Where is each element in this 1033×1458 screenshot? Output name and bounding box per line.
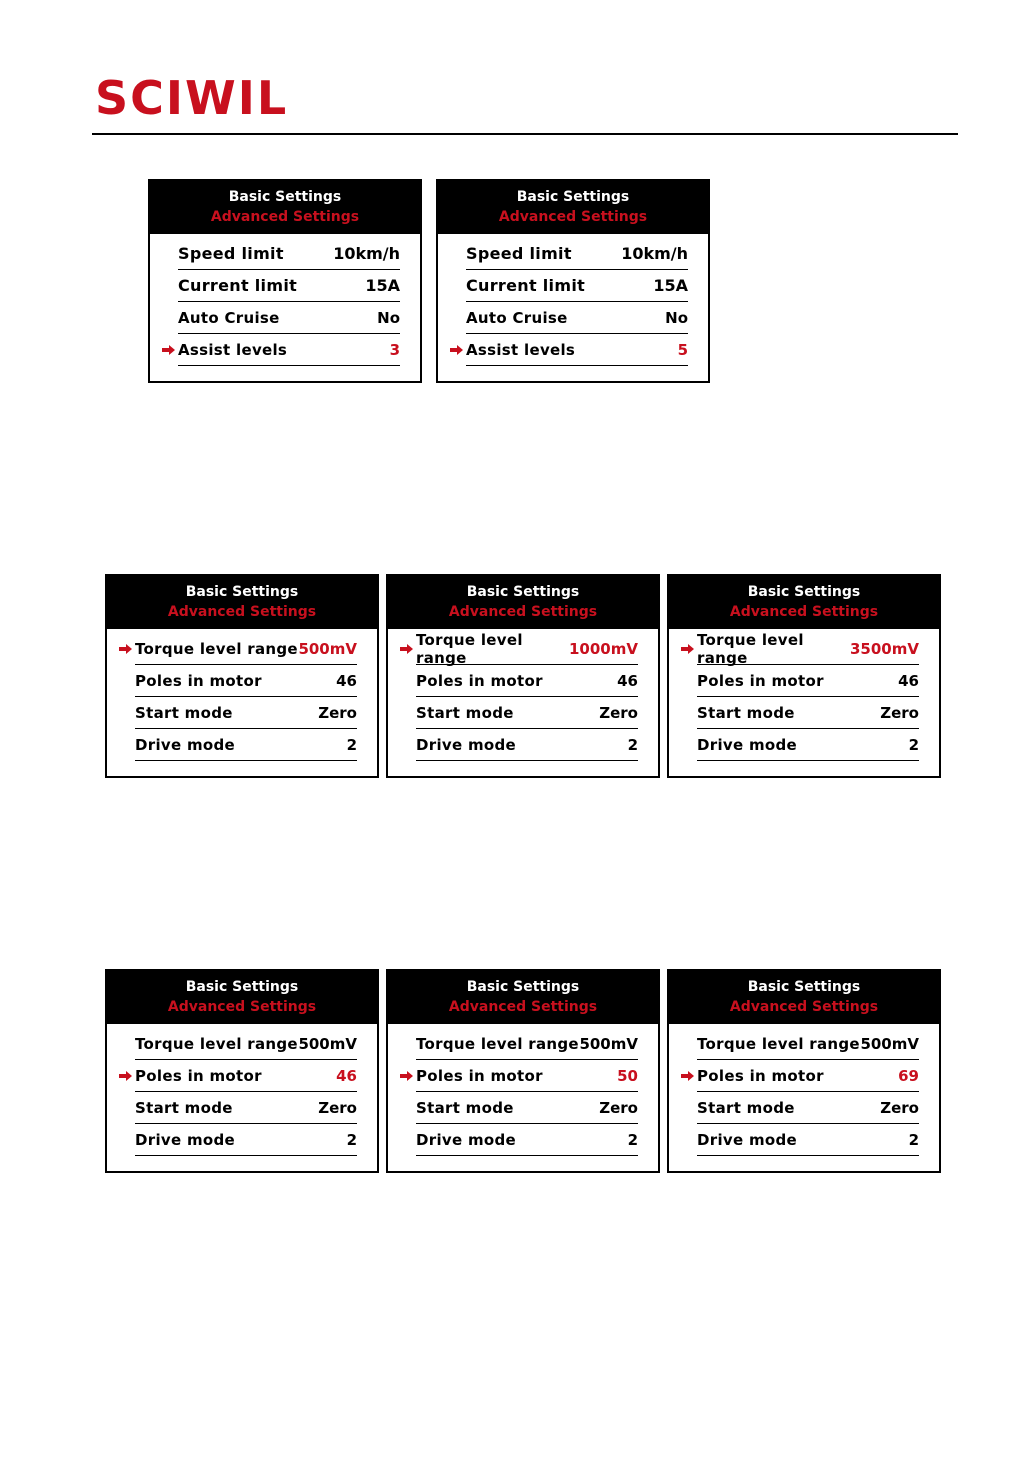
settings-row[interactable]	[135, 1124, 357, 1156]
selection-arrow-icon	[681, 644, 694, 654]
settings-panel	[386, 969, 660, 1173]
settings-list	[466, 238, 688, 366]
settings-row[interactable]	[697, 665, 919, 697]
tab-basic-settings[interactable]: Basic Settings	[185, 584, 299, 600]
row-label: Torque level range	[135, 1034, 298, 1053]
tab-advanced-settings[interactable]: Advanced Settings	[729, 604, 879, 620]
panel-header	[388, 971, 658, 1024]
selection-arrow-icon	[119, 644, 132, 654]
settings-row[interactable]	[466, 238, 688, 270]
selection-arrow-icon	[681, 1071, 694, 1081]
row-value: 3	[389, 340, 400, 359]
row-value: No	[665, 308, 688, 327]
settings-panel	[667, 969, 941, 1173]
row-value: 2	[908, 1130, 919, 1149]
sciwil-logo	[95, 72, 295, 120]
settings-list	[416, 1028, 638, 1156]
panel-header	[438, 181, 708, 234]
settings-row[interactable]	[416, 630, 638, 667]
row-value: 46	[617, 671, 638, 690]
row-label: Torque level range	[416, 630, 523, 667]
tab-advanced-settings[interactable]: Advanced Settings	[498, 209, 648, 225]
settings-row[interactable]	[135, 1060, 357, 1092]
panel-header	[107, 576, 377, 629]
row-value: 50	[617, 1066, 638, 1085]
settings-panel	[105, 574, 379, 778]
settings-row[interactable]	[178, 270, 400, 302]
settings-row[interactable]	[416, 1060, 638, 1092]
row-value: Zero	[599, 703, 638, 722]
row-value: 500mV	[298, 1034, 357, 1053]
tab-advanced-settings[interactable]: Advanced Settings	[729, 999, 879, 1015]
settings-row[interactable]	[135, 1028, 357, 1060]
tab-basic-settings[interactable]: Basic Settings	[516, 189, 630, 205]
settings-list	[135, 633, 357, 761]
selection-arrow-icon	[162, 345, 175, 355]
tab-basic-settings[interactable]: Basic Settings	[747, 584, 861, 600]
row-value: 46	[336, 671, 357, 690]
settings-row[interactable]	[135, 665, 357, 697]
row-label: Torque level range	[135, 639, 298, 658]
tab-basic-settings[interactable]: Basic Settings	[747, 979, 861, 995]
tab-basic-settings[interactable]: Basic Settings	[228, 189, 342, 205]
settings-panel	[386, 574, 660, 778]
row-label: Poles in motor	[135, 1066, 262, 1085]
row-value: 15A	[365, 276, 400, 295]
settings-list	[135, 1028, 357, 1156]
settings-list	[697, 1028, 919, 1156]
row-label: Assist levels	[466, 340, 576, 359]
settings-panel	[436, 179, 710, 383]
settings-row[interactable]	[135, 729, 357, 761]
settings-row[interactable]	[416, 1092, 638, 1124]
header-rule	[92, 133, 958, 135]
row-label: Auto Cruise	[178, 308, 280, 327]
settings-row[interactable]	[697, 697, 919, 729]
panel-header	[669, 576, 939, 629]
settings-row[interactable]	[466, 302, 688, 334]
row-label: Drive mode	[416, 735, 517, 754]
row-label: Start mode	[697, 1098, 795, 1117]
panel-header	[669, 971, 939, 1024]
row-value: Zero	[318, 1098, 357, 1117]
settings-panel	[105, 969, 379, 1173]
settings-list	[416, 630, 638, 761]
row-label: Drive mode	[697, 735, 798, 754]
settings-row[interactable]	[416, 665, 638, 697]
row-value: 2	[627, 735, 638, 754]
settings-row[interactable]	[416, 697, 638, 729]
row-label: Poles in motor	[697, 1066, 824, 1085]
tab-basic-settings[interactable]: Basic Settings	[185, 979, 299, 995]
settings-row[interactable]	[135, 633, 357, 665]
tab-basic-settings[interactable]: Basic Settings	[466, 979, 580, 995]
row-label: Poles in motor	[697, 671, 824, 690]
settings-row[interactable]	[416, 1028, 638, 1060]
row-value: Zero	[318, 703, 357, 722]
tab-advanced-settings[interactable]: Advanced Settings	[167, 999, 317, 1015]
row-label: Torque level range	[697, 1034, 860, 1053]
settings-panel	[667, 574, 941, 778]
settings-row[interactable]	[416, 1124, 638, 1156]
settings-row[interactable]	[135, 697, 357, 729]
panel-header	[107, 971, 377, 1024]
row-label: Torque level range	[416, 1034, 579, 1053]
settings-row[interactable]	[178, 334, 400, 366]
row-value: Zero	[880, 1098, 919, 1117]
row-label: Drive mode	[135, 1130, 236, 1149]
settings-row[interactable]	[697, 1124, 919, 1156]
row-value: 500mV	[579, 1034, 638, 1053]
row-value: 500mV	[860, 1034, 919, 1053]
row-label: Drive mode	[416, 1130, 517, 1149]
row-label: Speed limit	[466, 244, 572, 263]
row-value: Zero	[599, 1098, 638, 1117]
settings-row[interactable]	[178, 238, 400, 270]
row-label: Start mode	[135, 703, 233, 722]
logo-text: SCIWIL	[95, 72, 289, 120]
settings-row[interactable]	[416, 729, 638, 761]
row-value: 1000mV	[569, 639, 638, 658]
row-value: 3500mV	[850, 639, 919, 658]
row-label: Drive mode	[135, 735, 236, 754]
row-label: Start mode	[416, 703, 514, 722]
row-label: Auto Cruise	[466, 308, 568, 327]
row-value: 5	[677, 340, 688, 359]
selection-arrow-icon	[400, 644, 413, 654]
row-label: Assist levels	[178, 340, 288, 359]
settings-row[interactable]	[135, 1092, 357, 1124]
settings-row[interactable]	[178, 302, 400, 334]
tab-advanced-settings[interactable]: Advanced Settings	[167, 604, 317, 620]
row-label: Drive mode	[697, 1130, 798, 1149]
row-value: 15A	[653, 276, 688, 295]
row-label: Start mode	[416, 1098, 514, 1117]
selection-arrow-icon	[450, 345, 463, 355]
tab-basic-settings[interactable]: Basic Settings	[466, 584, 580, 600]
selection-arrow-icon	[119, 1071, 132, 1081]
settings-panel	[148, 179, 422, 383]
settings-row[interactable]	[697, 1060, 919, 1092]
row-label: Poles in motor	[135, 671, 262, 690]
row-value: 500mV	[298, 639, 357, 658]
row-label: Start mode	[135, 1098, 233, 1117]
row-value: 10km/h	[333, 244, 400, 263]
tab-advanced-settings[interactable]: Advanced Settings	[448, 999, 598, 1015]
row-value: 46	[336, 1066, 357, 1085]
settings-row[interactable]	[697, 1092, 919, 1124]
row-value: 2	[346, 1130, 357, 1149]
row-label: Torque level range	[697, 630, 804, 667]
row-label: Poles in motor	[416, 1066, 543, 1085]
settings-row[interactable]	[697, 729, 919, 761]
settings-row[interactable]	[466, 334, 688, 366]
row-label: Current limit	[466, 276, 586, 295]
settings-row[interactable]	[697, 630, 919, 667]
settings-list	[697, 630, 919, 761]
settings-row[interactable]	[466, 270, 688, 302]
row-label: Start mode	[697, 703, 795, 722]
selection-arrow-icon	[400, 1071, 413, 1081]
row-label: Speed limit	[178, 244, 284, 263]
panel-header	[388, 576, 658, 629]
row-value: 2	[908, 735, 919, 754]
settings-row[interactable]	[697, 1028, 919, 1060]
row-value: Zero	[880, 703, 919, 722]
tab-advanced-settings[interactable]: Advanced Settings	[210, 209, 360, 225]
row-value: 69	[898, 1066, 919, 1085]
tab-advanced-settings[interactable]: Advanced Settings	[448, 604, 598, 620]
row-value: No	[377, 308, 400, 327]
row-label: Poles in motor	[416, 671, 543, 690]
panel-header	[150, 181, 420, 234]
row-value: 2	[627, 1130, 638, 1149]
row-label: Current limit	[178, 276, 298, 295]
row-value: 46	[898, 671, 919, 690]
row-value: 2	[346, 735, 357, 754]
row-value: 10km/h	[621, 244, 688, 263]
settings-list	[178, 238, 400, 366]
